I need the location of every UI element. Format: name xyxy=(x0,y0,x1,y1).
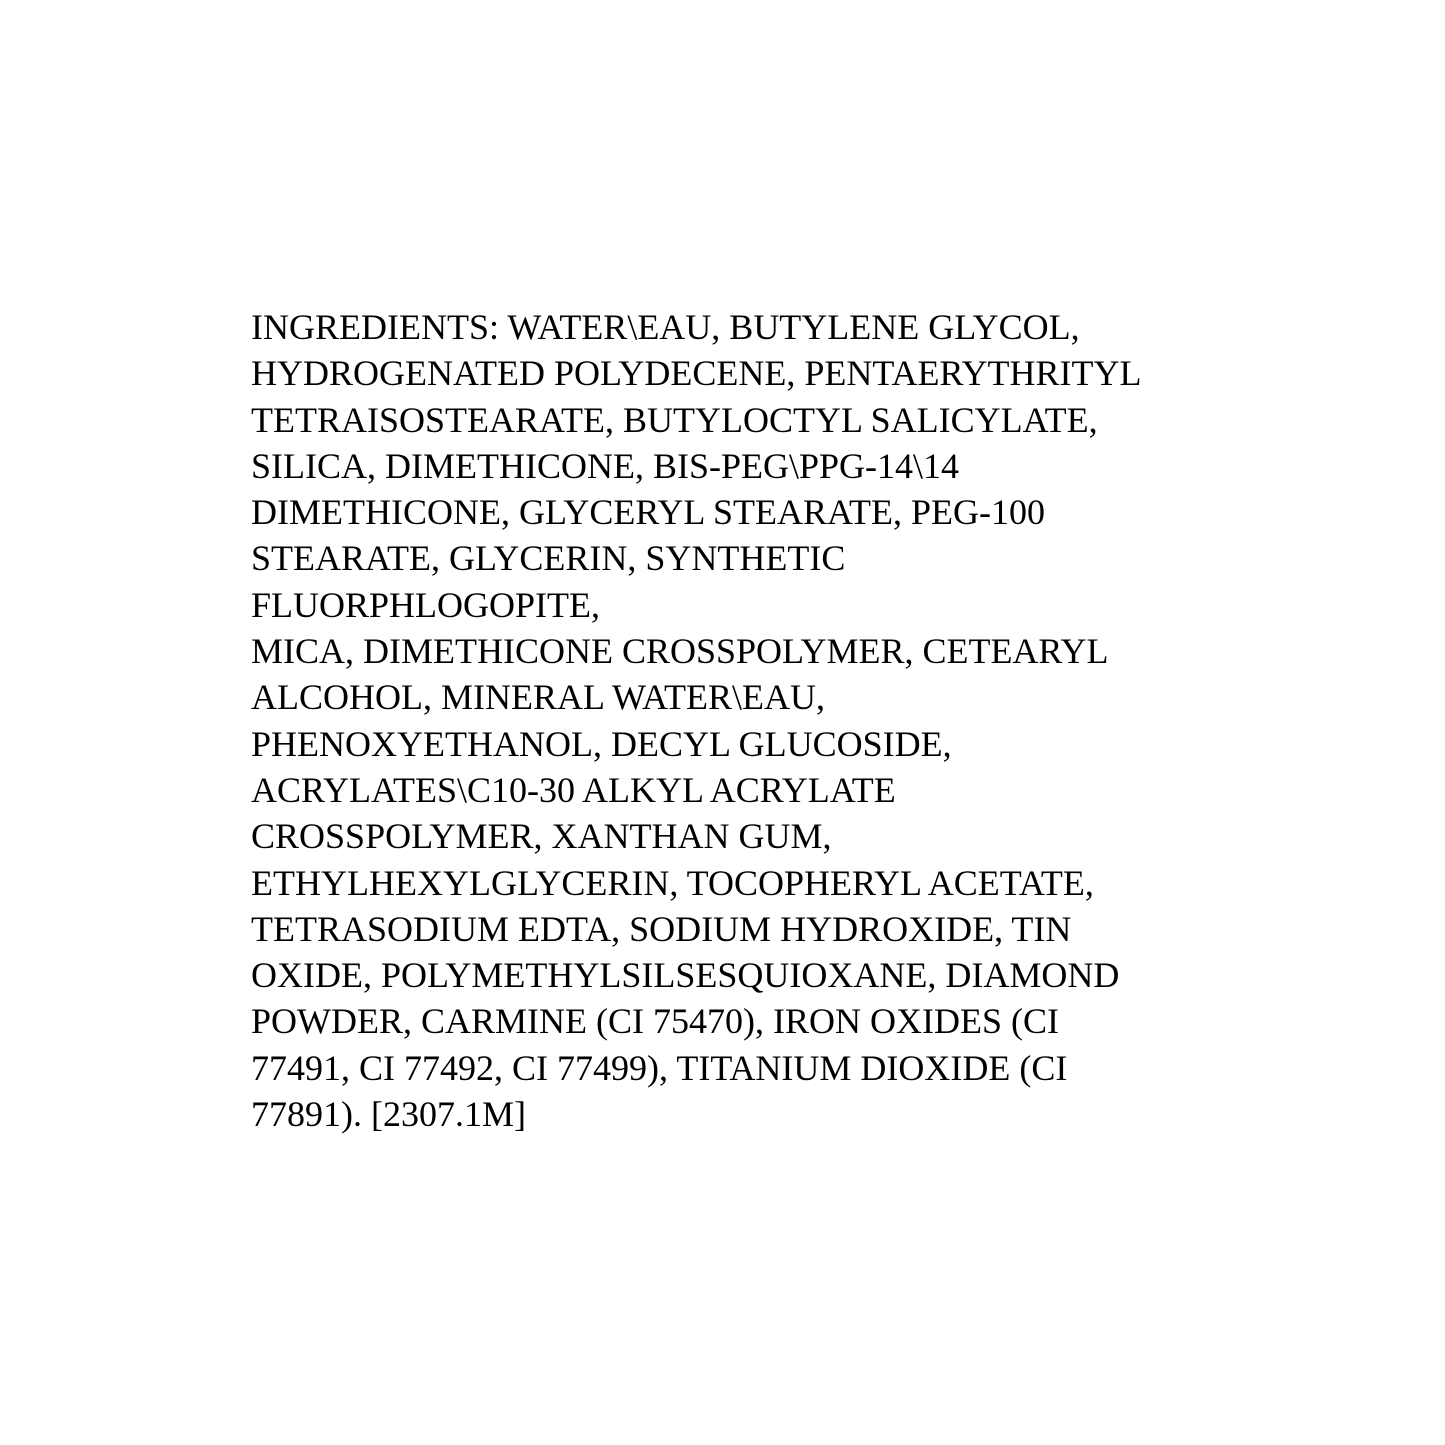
ingredients-line: 77891). [2307.1M] xyxy=(251,1094,526,1135)
ingredients-line: INGREDIENTS: WATER\EAU, BUTYLENE GLYCOL, xyxy=(251,307,1080,347)
ingredients-line: TETRAISOSTEARATE, BUTYLOCTYL SALICYLATE, xyxy=(251,399,1098,440)
ingredients-line: STEARATE, GLYCERIN, SYNTHETIC xyxy=(251,538,846,579)
ingredients-line: HYDROGENATED POLYDECENE, PENTAERYTHRITYL xyxy=(251,353,1142,394)
ingredients-line: CROSSPOLYMER, XANTHAN GUM, xyxy=(251,816,832,857)
ingredients-line: FLUORPHLOGOPITE, xyxy=(251,584,601,625)
ingredients-line: ACRYLATES\C10-30 ALKYL ACRYLATE xyxy=(251,769,896,810)
ingredients-line: DIMETHICONE, GLYCERYL STEARATE, PEG-100 xyxy=(251,492,1046,533)
ingredients-line: ETHYLHEXYLGLYCERIN, TOCOPHERYL ACETATE, xyxy=(251,862,1094,903)
ingredients-line: MICA, DIMETHICONE CROSSPOLYMER, CETEARYL xyxy=(251,631,1109,672)
ingredients-line: TETRASODIUM EDTA, SODIUM HYDROXIDE, TIN xyxy=(251,908,1072,949)
ingredients-text xyxy=(251,304,1251,1137)
ingredients-line: SILICA, DIMETHICONE, BIS-PEG\PPG-14\14 xyxy=(251,445,960,486)
ingredients-line: OXIDE, POLYMETHYLSILSESQUIOXANE, DIAMOND xyxy=(251,955,1120,996)
ingredients-line: 77491, CI 77492, CI 77499), TITANIUM DIOXIDE (CI xyxy=(251,1047,1068,1088)
ingredients-line: PHENOXYETHANOL, DECYL GLUCOSIDE, xyxy=(251,723,952,764)
ingredients-line: ALCOHOL, MINERAL WATER\EAU, xyxy=(251,677,825,718)
ingredients-line: POWDER, CARMINE (CI 75470), IRON OXIDES (CI xyxy=(251,1001,1059,1042)
